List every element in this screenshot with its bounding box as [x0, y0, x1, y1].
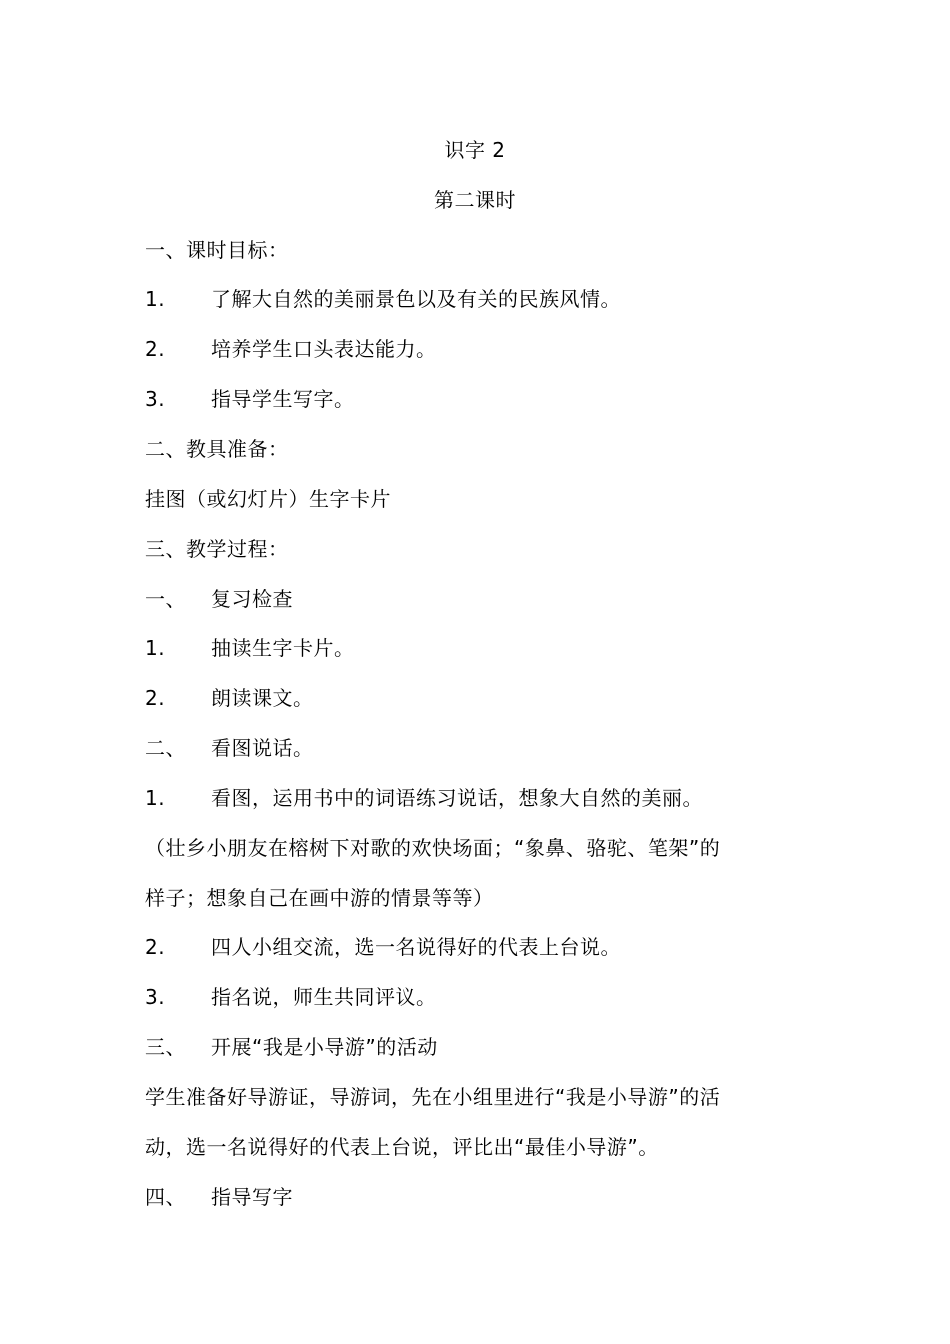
paragraph: （壮乡小朋友在榕树下对歌的欢快场面；“象鼻、骆驼、笔架”的	[145, 836, 721, 860]
section-heading-process: 三、教学过程：	[145, 537, 289, 561]
section-heading-materials: 二、教具准备：	[145, 437, 289, 461]
list-item: 二、 看图说话。	[145, 736, 314, 760]
list-item: 2. 四人小组交流，选一名说得好的代表上台说。	[145, 935, 621, 959]
list-item: 三、 开展“我是小导游”的活动	[145, 1035, 438, 1059]
paragraph: 挂图（或幻灯片）生字卡片	[145, 487, 391, 511]
list-item: 1. 了解大自然的美丽景色以及有关的民族风情。	[145, 287, 621, 311]
list-item: 2. 朗读课文。	[145, 686, 314, 710]
list-item: 一、 复习检查	[145, 587, 293, 611]
list-item: 1. 抽读生字卡片。	[145, 636, 355, 660]
doc-subtitle: 第二课时	[434, 188, 516, 212]
list-item: 3. 指名说，师生共同评议。	[145, 985, 437, 1009]
paragraph: 动，选一名说得好的代表上台说，评比出“最佳小导游”。	[145, 1135, 659, 1159]
paragraph: 样子；想象自己在画中游的情景等等）	[145, 886, 494, 910]
list-item: 四、 指导写字	[145, 1185, 293, 1209]
list-item: 1. 看图，运用书中的词语练习说话，想象大自然的美丽。	[145, 786, 703, 810]
doc-title: 识字 2	[444, 138, 506, 162]
list-item: 3. 指导学生写字。	[145, 387, 355, 411]
section-heading-goals: 一、课时目标：	[145, 238, 289, 262]
paragraph: 学生准备好导游证，导游词，先在小组里进行“我是小导游”的活	[145, 1085, 721, 1109]
list-item: 2. 培养学生口头表达能力。	[145, 337, 437, 361]
